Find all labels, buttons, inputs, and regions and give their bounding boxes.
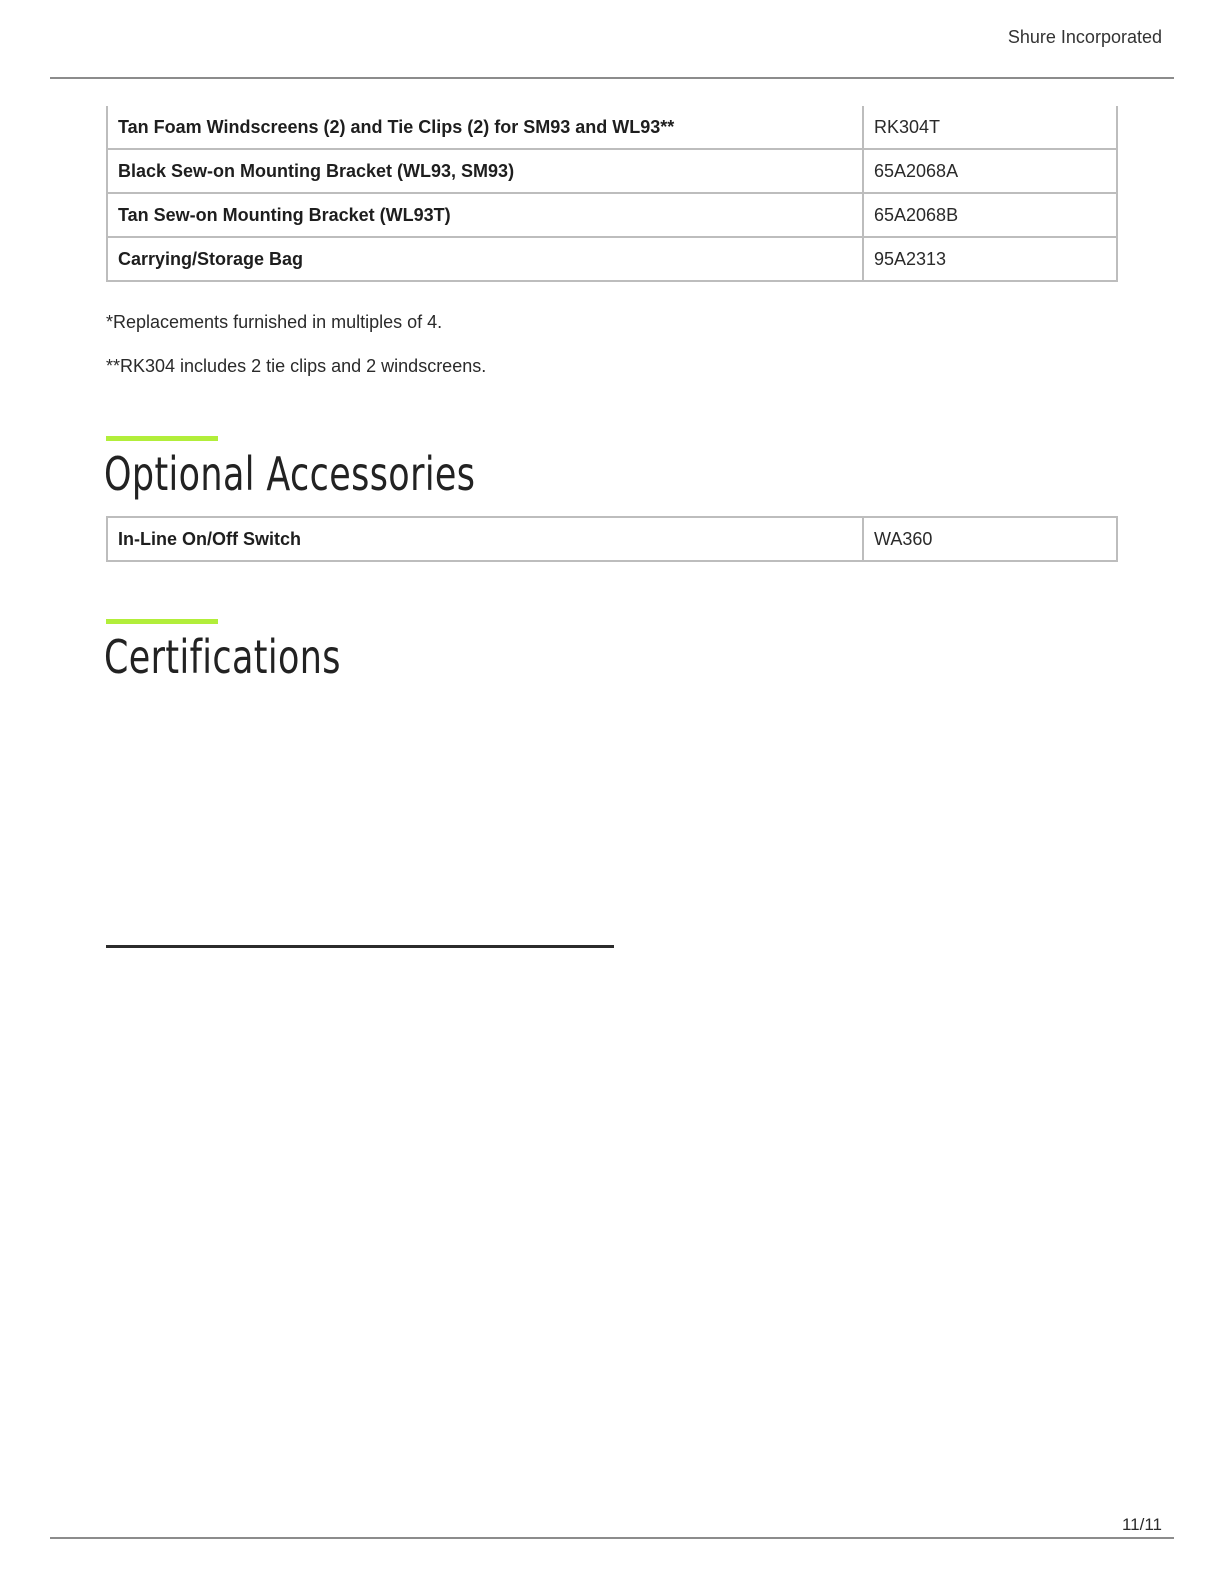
part-number: 95A2313 — [863, 237, 1117, 281]
certifications-divider — [106, 945, 614, 948]
accessory-part-number: WA360 — [863, 517, 1117, 561]
part-number: 65A2068B — [863, 193, 1117, 237]
certifications-heading: Certifications — [104, 630, 341, 684]
replacement-note: *Replacements furnished in multiples of 4. — [106, 312, 443, 332]
footer-divider — [50, 1537, 1174, 1539]
optional-accessories-heading: Optional Accessories — [104, 447, 476, 501]
part-number: RK304T — [863, 106, 1117, 149]
table-row — [107, 237, 1117, 281]
table-row — [107, 149, 1117, 193]
table-row — [107, 193, 1117, 237]
part-description: Black Sew-on Mounting Bracket (WL93, SM93) — [107, 149, 863, 193]
part-description: Tan Foam Windscreens (2) and Tie Clips (2) for SM93 and WL93** — [107, 106, 863, 149]
replacement-parts-table — [106, 106, 1118, 282]
header-divider — [50, 77, 1174, 79]
table-row — [107, 517, 1117, 561]
section-accent-bar — [106, 436, 218, 441]
optional-accessories-table — [106, 516, 1118, 562]
part-description: Tan Sew-on Mounting Bracket (WL93T) — [107, 193, 863, 237]
table-row — [107, 106, 1117, 149]
accessory-description: In-Line On/Off Switch — [107, 517, 863, 561]
rk304-note: **RK304 includes 2 tie clips and 2 windscreens. — [106, 356, 487, 376]
part-description: Carrying/Storage Bag — [107, 237, 863, 281]
section-accent-bar — [106, 619, 218, 624]
header-company-name: Shure Incorporated — [1007, 27, 1162, 47]
part-number: 65A2068A — [863, 149, 1117, 193]
page-number: 11/11 — [1121, 1515, 1162, 1534]
